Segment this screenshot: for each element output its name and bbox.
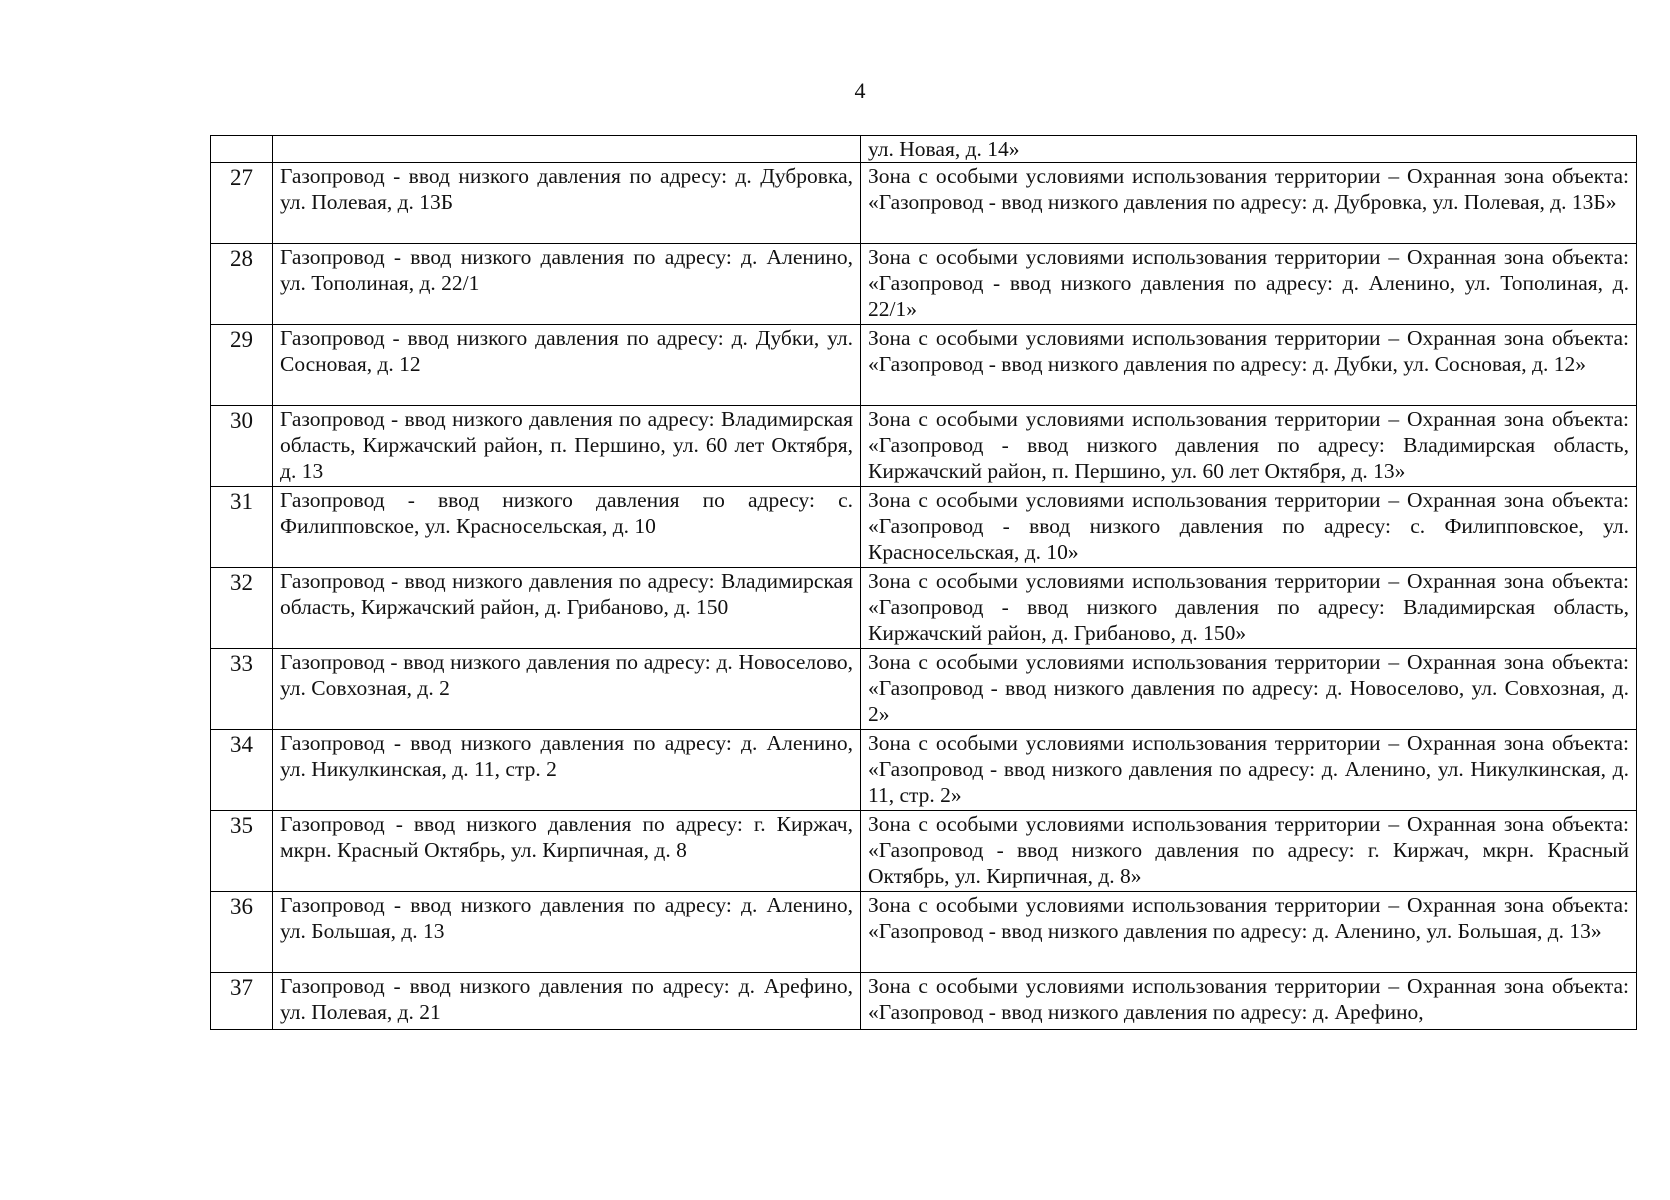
- table-row: [211, 568, 1637, 649]
- table-row: [211, 406, 1637, 487]
- row-number-cell: 30: [211, 406, 273, 487]
- zone-description-cell: Зона с особыми условиями использования территории – Охранная зона объекта: «Газопровод - ввод низкого давления по адресу: г. Киржач, мкрн. Красный Октябрь, ул. Кирпичная, д. 8»: [861, 811, 1637, 892]
- object-description-cell: Газопровод - ввод низкого давления по адресу: д. Аленино, ул. Никулкинская, д. 11, стр. 2: [273, 730, 861, 811]
- zone-description-cell: Зона с особыми условиями использования территории – Охранная зона объекта: «Газопровод - ввод низкого давления по адресу: д. Арефино,: [861, 973, 1637, 1030]
- zone-description-cell: Зона с особыми условиями использования территории – Охранная зона объекта: «Газопровод - ввод низкого давления по адресу: д. Дубки, ул. Сосновая, д. 12»: [861, 325, 1637, 406]
- object-description-cell: Газопровод - ввод низкого давления по адресу: д. Аленино, ул. Большая, д. 13: [273, 892, 861, 973]
- row-number-cell: 36: [211, 892, 273, 973]
- object-description-cell: Газопровод - ввод низкого давления по адресу: д. Аленино, ул. Тополиная, д. 22/1: [273, 244, 861, 325]
- object-description-cell: Газопровод - ввод низкого давления по адресу: д. Арефино, ул. Полевая, д. 21: [273, 973, 861, 1030]
- table-row: [211, 811, 1637, 892]
- object-description-cell: Газопровод - ввод низкого давления по адресу: д. Новоселово, ул. Совхозная, д. 2: [273, 649, 861, 730]
- object-description-cell: Газопровод - ввод низкого давления по адресу: д. Дубки, ул. Сосновая, д. 12: [273, 325, 861, 406]
- table-row: [211, 973, 1637, 1030]
- zone-description-cell: Зона с особыми условиями использования территории – Охранная зона объекта: «Газопровод - ввод низкого давления по адресу: Владимирская область, Киржачский район, д. Грибаново, д. 150»: [861, 568, 1637, 649]
- table-row-continuation: [211, 136, 1637, 163]
- table-row: [211, 649, 1637, 730]
- row-number-cell: 27: [211, 163, 273, 244]
- zone-description-cell: Зона с особыми условиями использования территории – Охранная зона объекта: «Газопровод - ввод низкого давления по адресу: д. Дубровка, ул. Полевая, д. 13Б»: [861, 163, 1637, 244]
- zone-description-cell: Зона с особыми условиями использования территории – Охранная зона объекта: «Газопровод - ввод низкого давления по адресу: д. Аленино, ул. Никулкинская, д. 11, стр. 2»: [861, 730, 1637, 811]
- object-description-cell: Газопровод - ввод низкого давления по адресу: Владимирская область, Киржачский район, д. Грибаново, д. 150: [273, 568, 861, 649]
- row-number-cell: 32: [211, 568, 273, 649]
- table-row: [211, 730, 1637, 811]
- zone-description-cell: Зона с особыми условиями использования территории – Охранная зона объекта: «Газопровод - ввод низкого давления по адресу: д. Аленино, ул. Большая, д. 13»: [861, 892, 1637, 973]
- row-number-cell: [211, 136, 273, 163]
- zone-description-cell: ул. Новая, д. 14»: [861, 136, 1637, 163]
- row-number-cell: 37: [211, 973, 273, 1030]
- table-row: [211, 487, 1637, 568]
- object-description-cell: Газопровод - ввод низкого давления по адресу: Владимирская область, Киржачский район, п. Першино, ул. 60 лет Октября, д. 13: [273, 406, 861, 487]
- zone-description-cell: Зона с особыми условиями использования территории – Охранная зона объекта: «Газопровод - ввод низкого давления по адресу: с. Филипповское, ул. Красносельская, д. 10»: [861, 487, 1637, 568]
- object-description-cell: Газопровод - ввод низкого давления по адресу: с. Филипповское, ул. Красносельская, д. 10: [273, 487, 861, 568]
- row-number-cell: 33: [211, 649, 273, 730]
- zone-description-cell: Зона с особыми условиями использования территории – Охранная зона объекта: «Газопровод - ввод низкого давления по адресу: Владимирская область, Киржачский район, п. Першино, ул. 60 лет Октября, д. 13»: [861, 406, 1637, 487]
- table-row: [211, 325, 1637, 406]
- zone-description-cell: Зона с особыми условиями использования территории – Охранная зона объекта: «Газопровод - ввод низкого давления по адресу: д. Новоселово, ул. Совхозная, д. 2»: [861, 649, 1637, 730]
- table-row: [211, 163, 1637, 244]
- row-number-cell: 29: [211, 325, 273, 406]
- object-description-cell: Газопровод - ввод низкого давления по адресу: г. Киржач, мкрн. Красный Октябрь, ул. Кирпичная, д. 8: [273, 811, 861, 892]
- zone-description-cell: Зона с особыми условиями использования территории – Охранная зона объекта: «Газопровод - ввод низкого давления по адресу: д. Аленино, ул. Тополиная, д. 22/1»: [861, 244, 1637, 325]
- row-number-cell: 28: [211, 244, 273, 325]
- table-row: [211, 892, 1637, 973]
- row-number-cell: 34: [211, 730, 273, 811]
- object-description-cell: Газопровод - ввод низкого давления по адресу: д. Дубровка, ул. Полевая, д. 13Б: [273, 163, 861, 244]
- row-number-cell: 35: [211, 811, 273, 892]
- object-description-cell: [273, 136, 861, 163]
- register-table-body: [211, 136, 1637, 1030]
- table-row: [211, 244, 1637, 325]
- row-number-cell: 31: [211, 487, 273, 568]
- page-number: 4: [854, 78, 866, 103]
- register-table: [210, 135, 1637, 1030]
